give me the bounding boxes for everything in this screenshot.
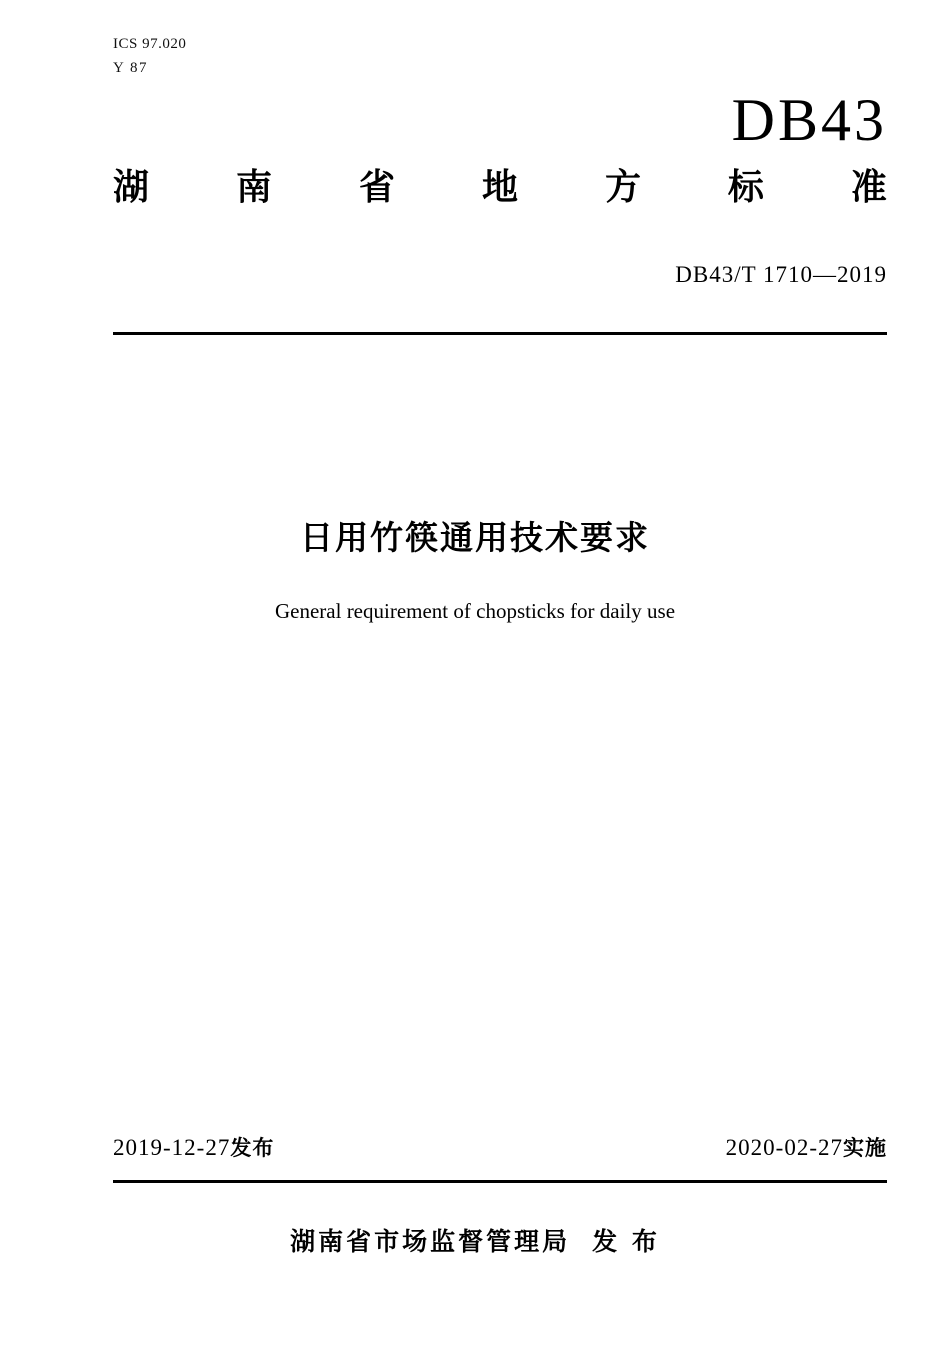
document-title-chinese: 日用竹筷通用技术要求 xyxy=(300,518,650,557)
footer-divider xyxy=(113,1180,887,1183)
standard-number: DB43/T 1710—2019 xyxy=(675,262,887,287)
standard-type-char-6: 标 xyxy=(727,167,764,208)
effective-date-label: 实施 xyxy=(843,1136,887,1160)
issuer-name: 湖南省市场监督管理局 xyxy=(290,1227,571,1256)
standard-type-char-1: 湖 xyxy=(113,167,150,208)
issue-date-label: 发布 xyxy=(230,1136,275,1160)
standard-type-char-3: 省 xyxy=(358,167,395,208)
standard-type-title xyxy=(113,168,887,208)
db-code: DB43 xyxy=(731,87,887,153)
issue-date-group xyxy=(113,1132,274,1162)
effective-date: 2020-02-27 xyxy=(725,1135,843,1160)
issuer-line xyxy=(0,1222,950,1258)
header-divider xyxy=(113,332,887,335)
document-title-english: General requirement of chopsticks for daily use xyxy=(274,599,676,623)
issuer-action-label: 发 布 xyxy=(592,1227,660,1256)
effective-date-group xyxy=(726,1132,887,1162)
metadata-block xyxy=(113,34,186,80)
issue-date: 2019-12-27 xyxy=(113,1135,231,1160)
standard-type-char-5: 方 xyxy=(604,167,641,208)
ics-code: ICS 97.020 xyxy=(113,36,187,52)
standard-type-char-2: 南 xyxy=(235,167,272,208)
standard-type-char-4: 地 xyxy=(481,167,518,208)
dates-row xyxy=(113,1132,887,1162)
classification-code: Y 87 xyxy=(113,59,149,76)
standard-type-char-7: 准 xyxy=(850,167,887,208)
